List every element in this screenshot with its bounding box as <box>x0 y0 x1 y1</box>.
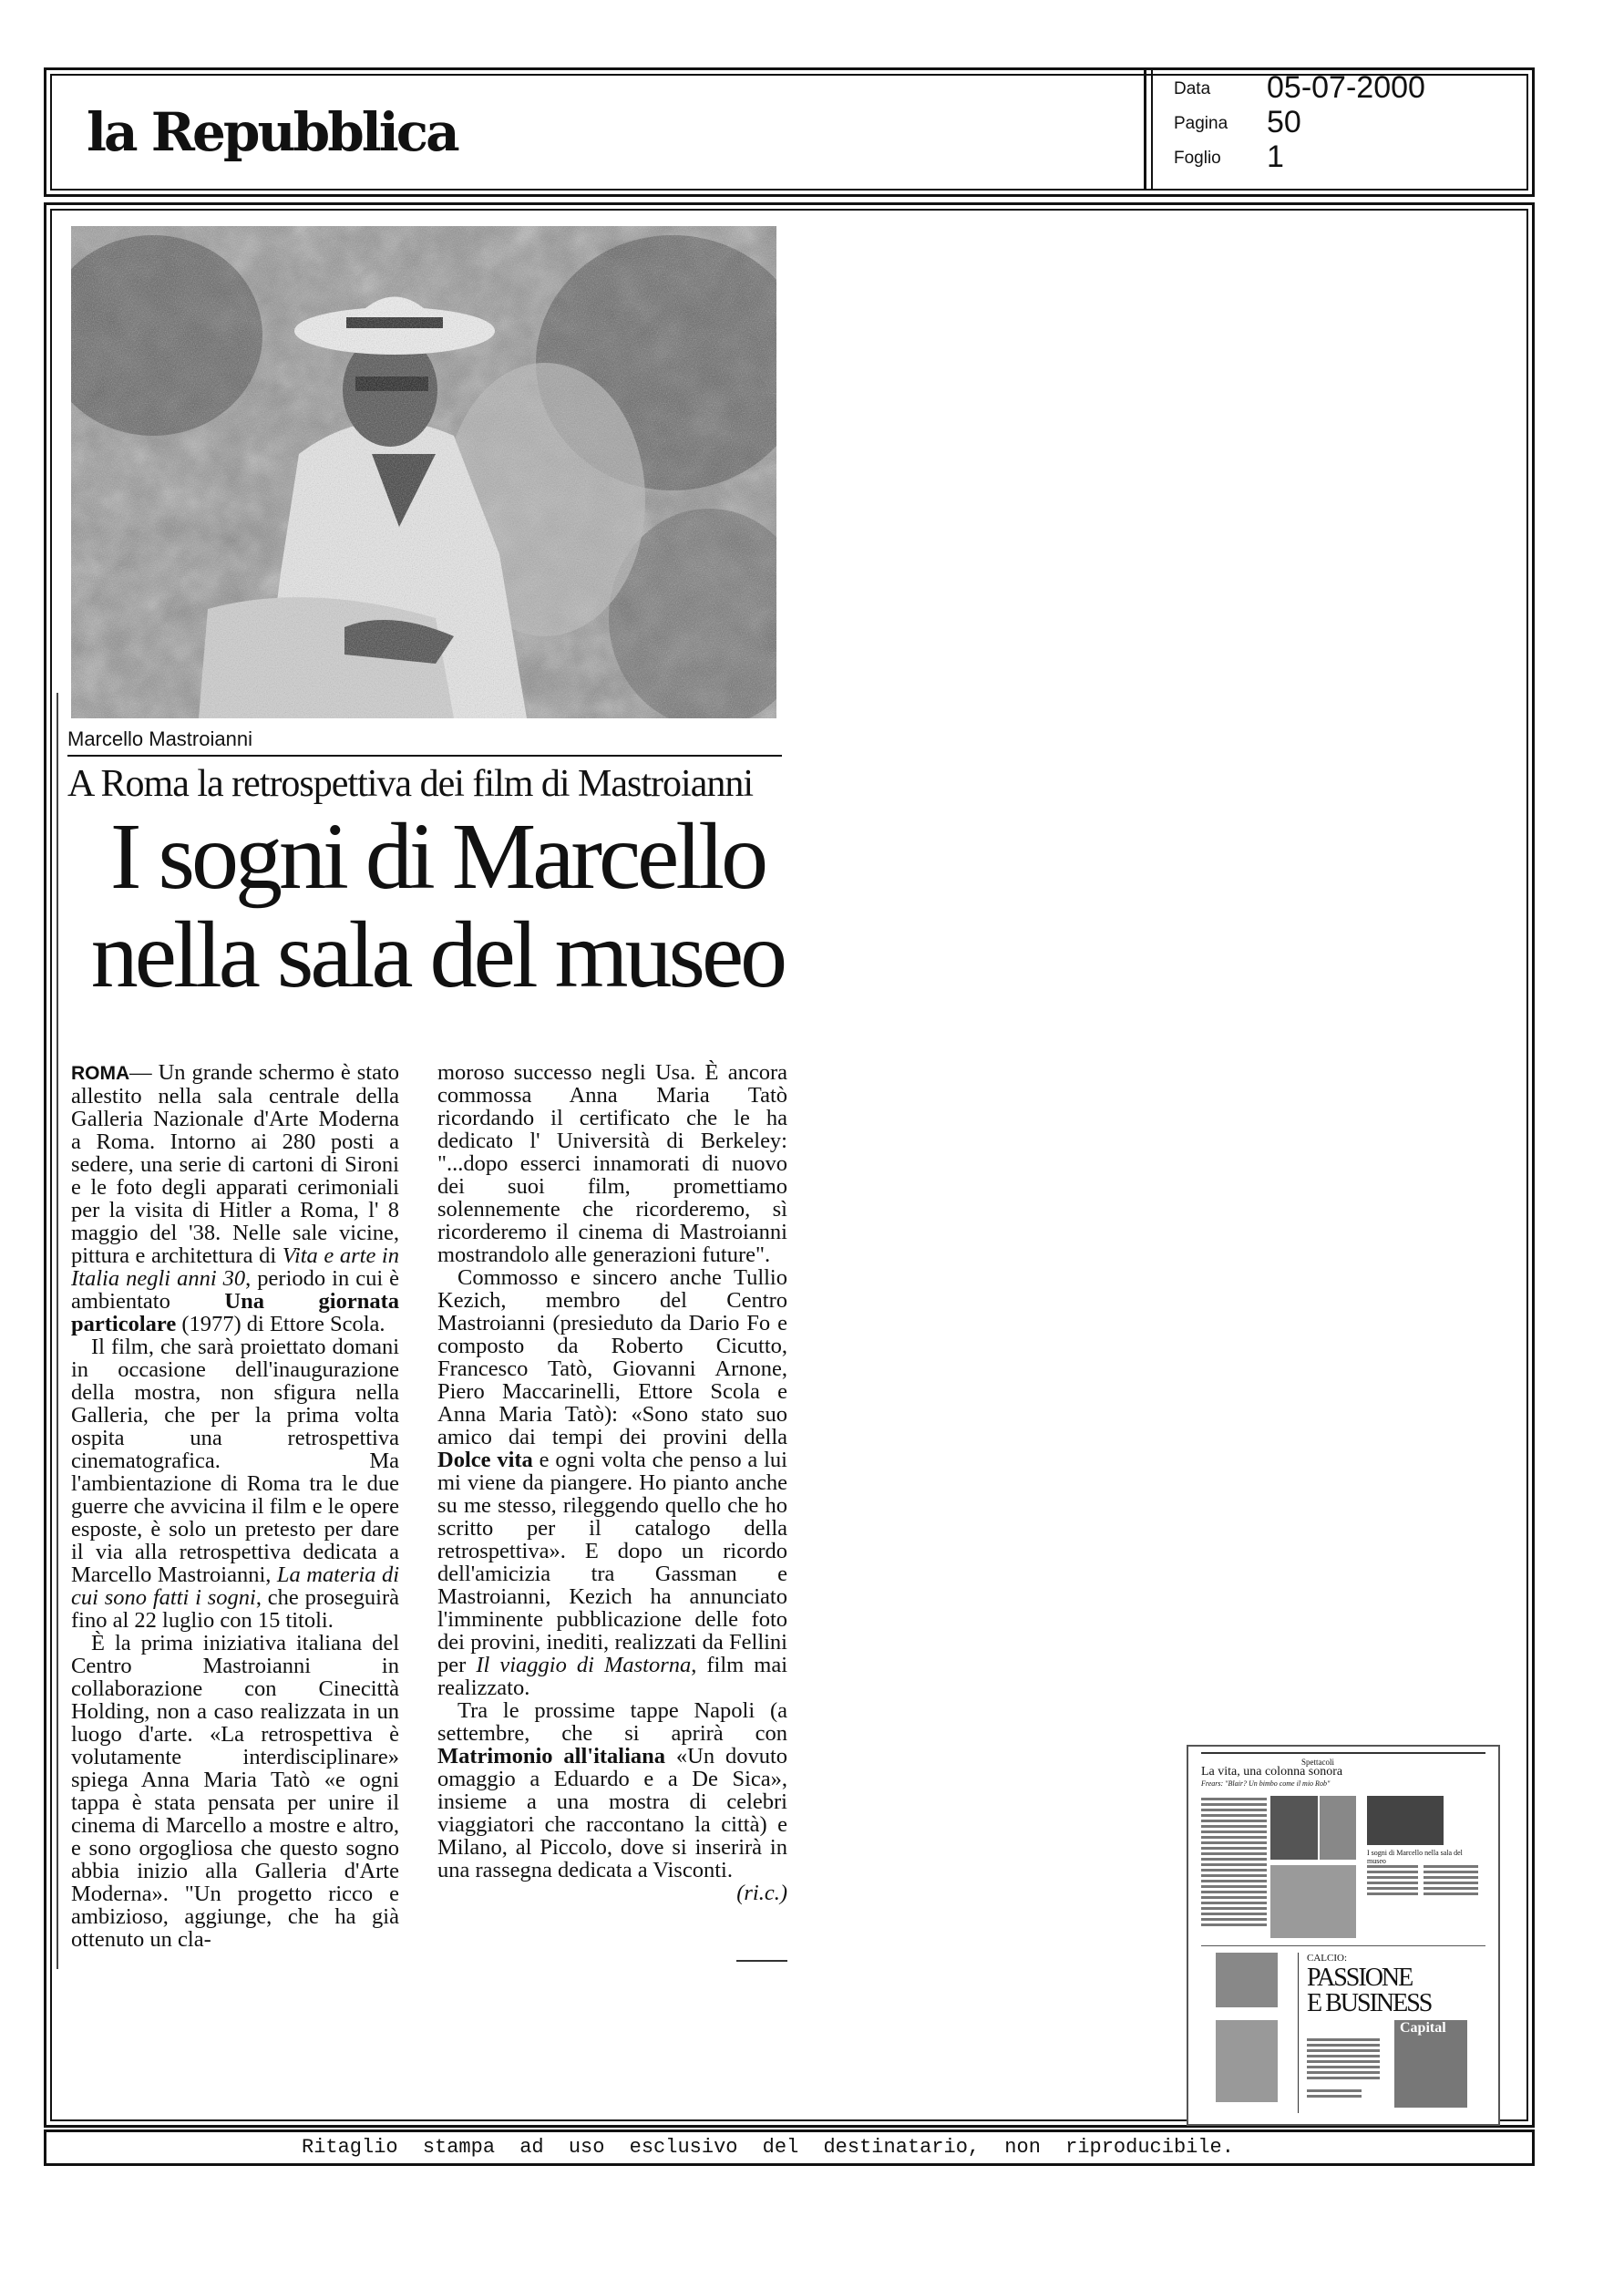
paragraph-text: Tra le prossime tappe Napoli (a settembre, che si aprirà con <box>437 1698 787 1746</box>
clipping-header <box>44 67 1535 197</box>
thumb-ad-brand: Capital <box>1400 2020 1446 2036</box>
headline-line-1: I sogni di Marcello <box>109 804 766 909</box>
film-title: Il viaggio di Mastorna <box>476 1653 692 1677</box>
meta-label-date: Data <box>1174 79 1211 98</box>
paragraph-text: , film mai realizzato. <box>437 1653 787 1700</box>
headline-line-2: nella sala del museo <box>90 902 785 1007</box>
paragraph: moroso successo negli Usa. È ancora commossa Anna Maria Tatò ricordando il certificato che le ha dedicato l' Università di Berkeley: "...dopo esserci innamorati di nuovo dei suoi film, promettiamo solennemente che ricorderemo, sì ricorderemo il cinema di Mastroianni mostrandolo alle generazioni future". <box>437 1060 787 1267</box>
paragraph-text: (1977) di Ettore Scola. <box>176 1312 385 1336</box>
exhibition-title: Vita e arte in Italia negli anni 30 <box>71 1243 399 1291</box>
left-margin-rule <box>57 693 58 1969</box>
film-title: Dolce vita <box>437 1448 533 1472</box>
film-title: Una giornata particolare <box>71 1289 399 1336</box>
clipping-footer <box>44 2129 1535 2166</box>
paragraph-text: Il film, che sarà proiettato domani in occasione dell'inaugurazione della mostra, non sfigura nella Galleria, che per la prima volta ospita una retrospettiva cinematografica. Ma l'ambientazione di Roma tra le due guerre che avvicina il film e le opere esposte, è solo un pretesto per dare il via alla retrospettiva dedicata a Marcello Mastroianni, <box>71 1335 399 1587</box>
copyright-notice: Ritaglio stampa ad uso esclusivo del destinatario, non riproducibile. <box>302 2136 1234 2159</box>
paragraph-text: , periodo in cui è ambientato <box>71 1266 400 1314</box>
author-signature: (ri.c.) <box>736 1881 787 1905</box>
thumb-ad-title-1: PASSIONE <box>1307 1964 1413 1992</box>
paragraph-text: e ogni volta che penso a lui mi viene da piangere. Ho pianto anche su me stesso, rileggendo quello che ho scritto per il catalogo della retrospettiva». E dopo un ricordo dell'amicizia tra Gassman e Mastroianni, Kezich ha annunciato l'imminente pubblicazione delle foto dei provini, inediti, realizzati da Fellini per <box>437 1448 787 1677</box>
thumb-headline: La vita, una colonna sonora <box>1201 1765 1343 1779</box>
photo-caption: Marcello Mastroianni <box>67 727 782 757</box>
meta-label-page: Pagina <box>1174 114 1228 133</box>
meta-label-sheet: Foglio <box>1174 149 1221 168</box>
article-headline <box>73 804 802 1007</box>
dateline: ROMA <box>71 1063 130 1084</box>
article-kicker: A Roma la retrospettiva dei film di Mastroianni <box>67 763 754 805</box>
paragraph <box>437 1699 787 1882</box>
paragraph <box>71 1335 399 1632</box>
article-column-1 <box>71 1061 399 1951</box>
paragraph-text: «Un dovuto omaggio a Eduardo e a De Sica», insieme a una mostra di celebri viaggiatori che raccontano la città) e Milano, al Piccolo, dove si inserirà in una rassegna dedicata a Visconti. <box>437 1744 788 1882</box>
thumb-section: Spettacoli <box>1301 1758 1334 1767</box>
newspaper-masthead: la Repubblica <box>87 101 457 163</box>
paragraph <box>71 1061 399 1335</box>
meta-box-divider <box>1151 68 1153 191</box>
thumb-subheadline: Frears: "Blair? Un bimbo come il mio Rob" <box>1201 1779 1331 1788</box>
paragraph: È la prima iniziativa italiana del Centro Mastroianni in collaborazione con Cinecittà Holding, non a caso realizzata in un luogo d'arte. «La retrospettiva è volutamente interdisciplinare» spiega Anna Maria Tatò «e ogni tappa è stata pensata per unire il cinema di Marcello a mostre e altro, e sono orgogliosa che questo sogno abbia inizio alla Galleria d'Arte Moderna». "Un progetto ricco e ambizioso, aggiunge, che ha già ottenuto un cla- <box>71 1631 399 1952</box>
film-title: Matrimonio all'italiana <box>437 1744 666 1769</box>
meta-value-date: 05-07-2000 <box>1267 70 1425 105</box>
meta-value-page: 50 <box>1267 105 1301 139</box>
portrait-photo <box>71 226 776 718</box>
paragraph-text: — Un grande schermo è stato allestito nella sala centrale della Galleria Nazionale d'Arte Moderna a Roma. Intorno ai 280 posti a sedere, una serie di cartoni di Sironi e le foto degli apparati cerimoniali per la visita di Hitler a Roma, l' 8 maggio del '38. Nelle sale vicine, pittura e architettura di <box>71 1060 399 1268</box>
thumb-ad-kicker: CALCIO: <box>1307 1953 1347 1964</box>
paragraph <box>437 1266 787 1699</box>
thumb-ad-title-2: E BUSINESS <box>1307 1989 1432 2017</box>
article-end-rule <box>736 1960 787 1962</box>
article-column-2 <box>437 1061 787 1904</box>
thumb-mini-headline: I sogni di Marcello nella sala del museo <box>1367 1849 1463 1865</box>
clipping-meta-box <box>1144 68 1537 191</box>
page-thumbnail <box>1187 1745 1500 2126</box>
meta-value-sheet: 1 <box>1267 139 1284 174</box>
retrospective-title: La materia di cui sono fatti i sogni <box>71 1562 399 1610</box>
paragraph-text: , che proseguirà fino al 22 luglio con 15 titoli. <box>71 1585 399 1633</box>
paragraph-text: Commosso e sincero anche Tullio Kezich, membro del Centro Mastroianni (presieduto da Dario Fo e composto da Roberto Cicutto, Francesco Tatò, Giovanni Arnone, Piero Maccarinelli, Ettore Scola e Anna Maria Tatò): «Sono stato suo amico dai tempi dei provini della <box>437 1265 787 1449</box>
